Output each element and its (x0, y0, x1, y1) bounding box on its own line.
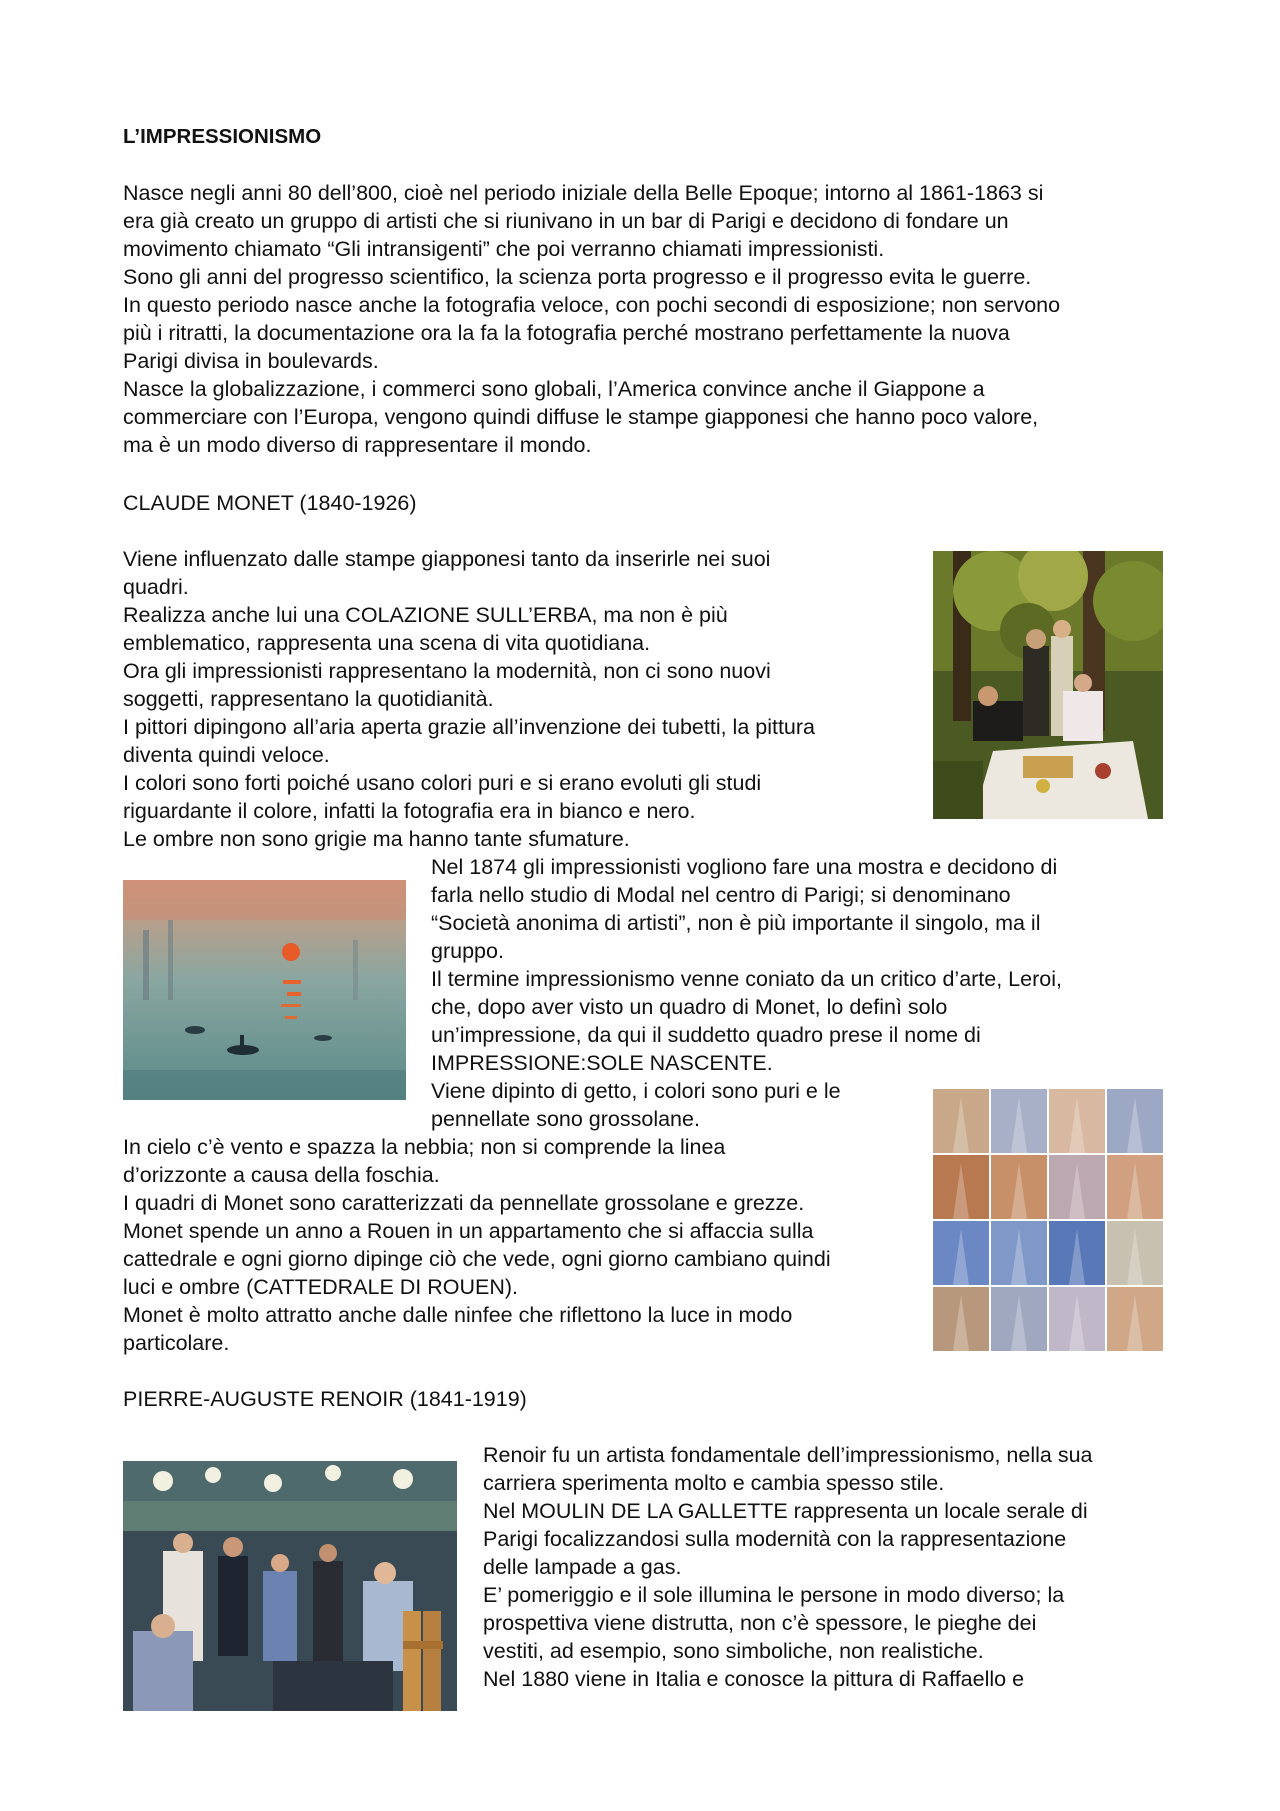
monet-text-line: diventa quindi veloce. (123, 743, 330, 767)
monet-text-line: emblematico, rappresenta una scena di vita quotidiana. (123, 631, 651, 655)
intro-line: ma è un modo diverso di rappresentare il mondo. (123, 433, 592, 457)
monet-text-line: Nel 1874 gli impressionisti vogliono fare una mostra e decidono di (431, 855, 1058, 879)
monet-text-line: soggetti, rappresentano la quotidianità. (123, 687, 494, 711)
intro-line: commerciare con l’Europa, vengono quindi diffuse le stampe giapponesi che hanno poco valore, (123, 405, 1039, 429)
renoir-text-line: E’ pomeriggio e il sole illumina le persone in modo diverso; la (483, 1583, 1065, 1607)
monet-text-line: Viene dipinto di getto, i colori sono puri e le (431, 1079, 841, 1103)
monet-text-line: In cielo c’è vento e spazza la nebbia; non si comprende la linea (123, 1135, 726, 1159)
monet-text-line: particolare. (123, 1331, 230, 1355)
monet-text-line: Le ombre non sono grigie ma hanno tante sfumature. (123, 827, 630, 851)
monet-text-line: pennellate sono grossolane. (431, 1107, 700, 1131)
renoir-text-line: vestiti, ad esempio, sono simboliche, non realistiche. (483, 1639, 984, 1663)
moulin-de-la-galette-painting (123, 1461, 457, 1711)
monet-text-line: d’orizzonte a causa della foschia. (123, 1163, 440, 1187)
monet-text-line: I pittori dipingono all’aria aperta grazie all’invenzione dei tubetti, la pittura (123, 715, 815, 739)
renoir-text-line: Nel 1880 viene in Italia e conosce la pittura di Raffaello e (483, 1667, 1025, 1691)
impression-sunrise-painting (123, 880, 406, 1100)
monet-heading: CLAUDE MONET (1840-1926) (123, 491, 417, 515)
intro-line: Sono gli anni del progresso scientifico, la scienza porta progresso e il progresso evita le guerre. (123, 265, 1032, 289)
monet-text-line: “Società anonima di artisti”, non è più importante il singolo, ma il (431, 911, 1041, 935)
monet-text-line: farla nello studio di Modal nel centro di Parigi; si denominano (431, 883, 1011, 907)
renoir-text-line: Parigi focalizzandosi sulla modernità con la rappresentazione (483, 1527, 1067, 1551)
monet-text-line: IMPRESSIONE:SOLE NASCENTE. (431, 1051, 773, 1075)
intro-line: più i ritratti, la documentazione ora la fa la fotografia perché mostrano perfettamente la nuova (123, 321, 1010, 345)
renoir-text-line: delle lampade a gas. (483, 1555, 682, 1579)
monet-text-line: Realizza anche lui una COLAZIONE SULL’ERBA, ma non è più (123, 603, 728, 627)
renoir-text-line: Nel MOULIN DE LA GALLETTE rappresenta un locale serale di (483, 1499, 1088, 1523)
monet-text-line: I colori sono forti poiché usano colori puri e si erano evoluti gli studi (123, 771, 762, 795)
renoir-heading: PIERRE-AUGUSTE RENOIR (1841-1919) (123, 1387, 527, 1411)
monet-text-line: gruppo. (431, 939, 504, 963)
monet-text-line: Monet è molto attratto anche dalle ninfee che riflettono la luce in modo (123, 1303, 793, 1327)
renoir-text-line: prospettiva viene distrutta, non c’è spessore, le pieghe dei (483, 1611, 1037, 1635)
monet-text-line: Monet spende un anno a Rouen in un appartamento che si affaccia sulla (123, 1219, 814, 1243)
intro-line: movimento chiamato “Gli intransigenti” che poi verranno chiamati impressionisti. (123, 237, 885, 261)
rouen-cathedral-series-grid (933, 1089, 1163, 1351)
intro-line: Nasce negli anni 80 dell’800, cioè nel periodo iniziale della Belle Epoque; intorno al 1861-1863 si (123, 181, 1044, 205)
monet-text-line: Viene influenzato dalle stampe giapponesi tanto da inserirle nei suoi (123, 547, 771, 571)
intro-line: Parigi divisa in boulevards. (123, 349, 379, 373)
monet-text-line: cattedrale e ogni giorno dipinge ciò che vede, ogni giorno cambiano quindi (123, 1247, 831, 1271)
monet-text-line: che, dopo aver visto un quadro di Monet, lo definì solo (431, 995, 948, 1019)
renoir-text-line: Renoir fu un artista fondamentale dell’impressionismo, nella sua (483, 1443, 1093, 1467)
luncheon-on-grass-painting (933, 551, 1163, 819)
monet-text-line: I quadri di Monet sono caratterizzati da pennellate grossolane e grezze. (123, 1191, 805, 1215)
monet-text-line: riguardante il colore, infatti la fotografia era in bianco e nero. (123, 799, 696, 823)
intro-line: In questo periodo nasce anche la fotografia veloce, con pochi secondi di esposizione; non servono (123, 293, 1061, 317)
monet-text-line: luci e ombre (CATTEDRALE DI ROUEN). (123, 1275, 519, 1299)
intro-line: era già creato un gruppo di artisti che si riunivano in un bar di Parigi e decidono di fondare un (123, 209, 1009, 233)
renoir-text-line: carriera sperimenta molto e cambia spesso stile. (483, 1471, 945, 1495)
monet-text-line: un’impressione, da qui il suddetto quadro prese il nome di (431, 1023, 981, 1047)
monet-text-line: quadri. (123, 575, 189, 599)
monet-text-line: Ora gli impressionisti rappresentano la modernità, non ci sono nuovi (123, 659, 771, 683)
intro-line: Nasce la globalizzazione, i commerci sono globali, l’America convince anche il Giappone a (123, 377, 985, 401)
document-title: L’IMPRESSIONISMO (123, 125, 322, 148)
monet-text-line: Il termine impressionismo venne coniato da un critico d’arte, Leroi, (431, 967, 1062, 991)
